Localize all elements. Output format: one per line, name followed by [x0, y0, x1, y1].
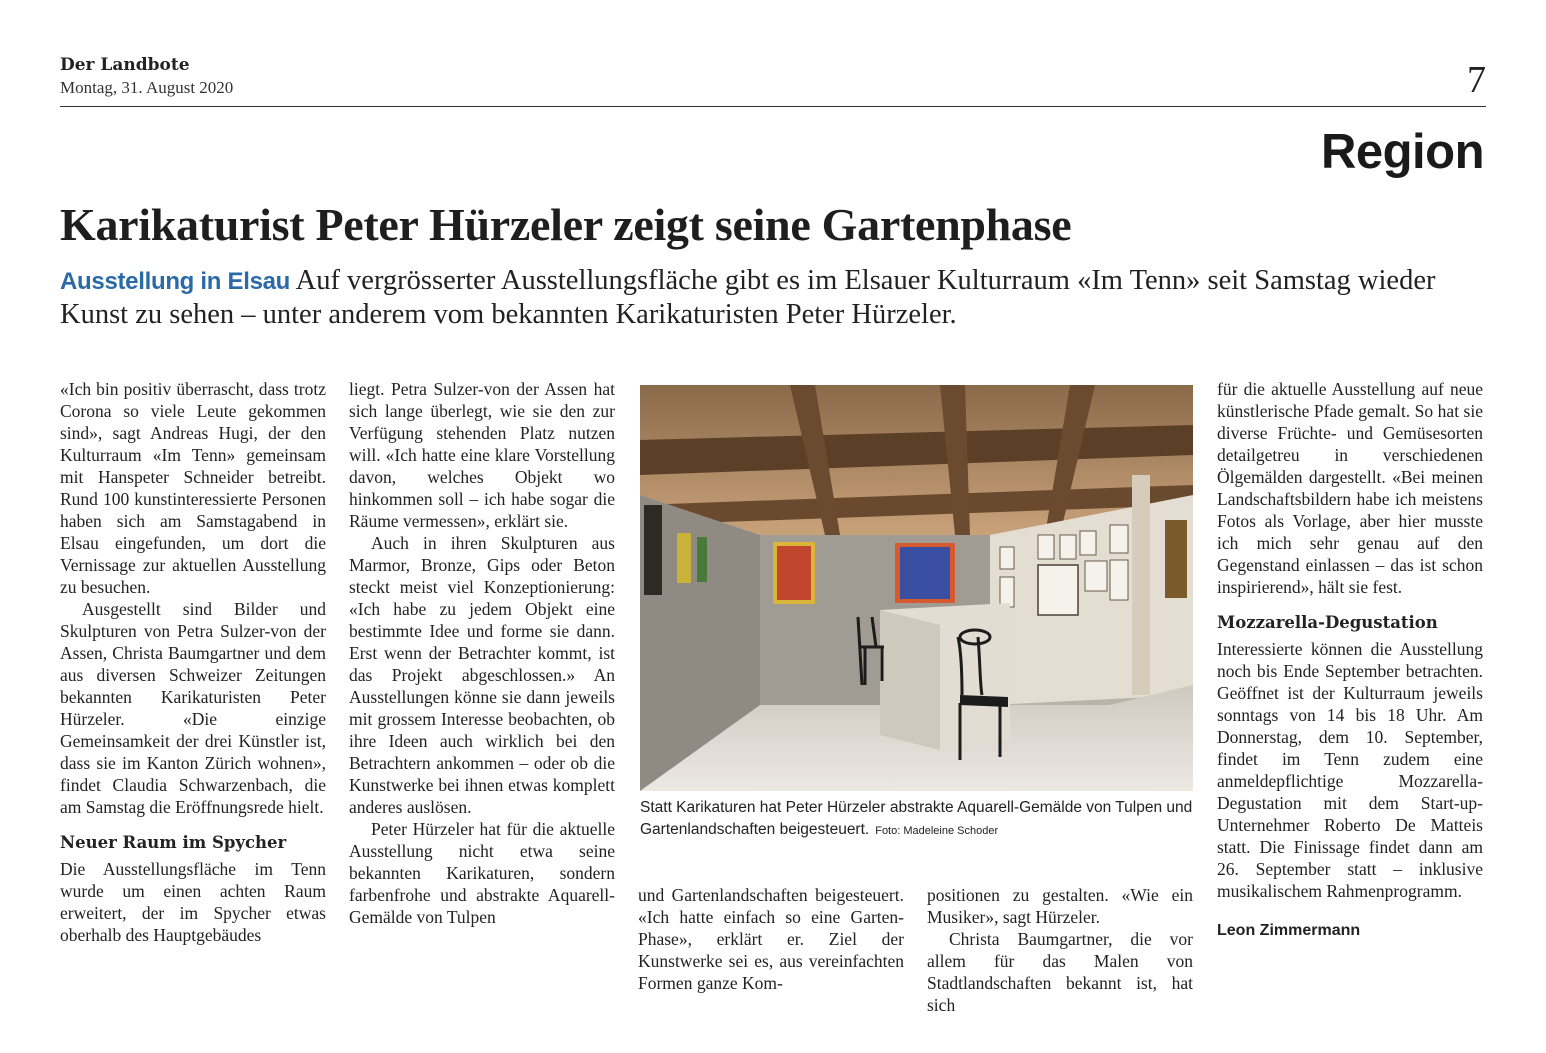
- paragraph: Christa Baumgartner, die vor allem für das Malen von Stadtlandschaften bekannt ist, hat sich: [927, 929, 1193, 1015]
- section-title: Region: [1320, 125, 1484, 179]
- column-3: [638, 884, 904, 994]
- column-4: [927, 884, 1193, 1016]
- paragraph: liegt. Petra Sulzer-von der Assen hat sich lange überlegt, wie sie den zur Verfügung stehenden Platz nutzen will. «Ich hatte eine klare Vorstellung davon, welches Objekt wo hinkommen soll – ich habe sogar die Räume vermessen», erklärt sie.: [349, 379, 615, 531]
- paragraph: Ausgestellt sind Bilder und Skulpturen von Petra Sulzer-von der Assen, Christa Baumgartner und dem aus diversen Schweizer Zeitungen bekannten Karikaturisten Peter Hürzeler. «Die einzige Gemeinsamkeit der drei Künstler ist, dass sie im Kanton Zürich wohnen», findet Claudia Schwarzenbach, die am Samstag die Eröffnungsrede hielt.: [60, 599, 326, 817]
- paragraph: und Gartenlandschaften beigesteuert. «Ich hatte einfach so eine Garten-Phase», erklärt er. Ziel der Kunstwerke sei es, aus vereinfachten Formen ganze Kom-: [638, 885, 904, 993]
- lead-paragraph: [60, 264, 1500, 331]
- column-5: [1217, 378, 1483, 942]
- paragraph: für die aktuelle Ausstellung auf neue künstlerische Pfade gemalt. So hat sie diverse Früchte- und Gemüsesorten detailgetreu in verschiedenen Ölgemälden dargestellt. «Bei meinen Landschaftsbildern habe ich meistens Fotos als Vorlage, aber hier musste ich mich sehr genau auf den Gegenstand einlassen – das ist schon inspirierend», hält sie fest.: [1217, 379, 1483, 597]
- photo-credit: Foto: Madeleine Schoder: [875, 825, 999, 837]
- author-byline: Leon Zimmermann: [1217, 922, 1361, 939]
- lead-text: Auf vergrösserter Ausstellungsfläche gibt es im Elsauer Kulturraum «Im Tenn» seit Samstag wieder Kunst zu sehen – unter anderem vom bekannten Karikaturisten Peter Hürzeler.: [60, 265, 1436, 330]
- photo-caption: [640, 797, 1200, 842]
- header-rule: [60, 106, 1486, 107]
- headline: Karikaturist Peter Hürzeler zeigt seine Gartenphase: [60, 199, 1072, 250]
- column-1: [60, 378, 326, 946]
- kicker: Ausstellung in Elsau: [60, 268, 291, 295]
- subheading: Mozzarella-Degustation: [1217, 613, 1438, 632]
- paragraph: Auch in ihren Skulpturen aus Marmor, Bronze, Gips oder Beton steckt meist viel Konzeptionierung: «Ich habe zu jedem Objekt eine bestimmte Idee und forme sie dann. Erst wenn der Betrachter kommt, ist das Projekt abgeschlossen.» An Ausstellungen könne sie dann jeweils mit grossem Interesse beobachten, ob ihre Ideen auch wirklich bei den Betrachtern ankommen – oder ob die Kunstwerke bei ihnen etwas komplett anderes auslösen.: [349, 533, 615, 817]
- paragraph: Die Ausstellungsfläche im Tenn wurde um einen achten Raum erweitert, der im Spycher etwas oberhalb des Hauptgebäudes: [60, 859, 326, 945]
- paragraph: «Ich bin positiv überrascht, dass trotz Corona so viele Leute gekommen sind», sagt Andreas Hugi, der den Kulturraum «Im Tenn» gemeinsam mit Hanspeter Schneider betreibt. Rund 100 kunstinteressierte Personen haben sich am Samstagabend in Elsau eingefunden, um dort die Vernissage zur aktuellen Ausstellung zu besuchen.: [60, 379, 326, 597]
- paragraph: Interessierte können die Ausstellung noch bis Ende September betrachten. Geöffnet ist der Kulturraum jeweils sonntags von 14 bis 18 Uhr. Am Donnerstag, dem 10. September, findet im Tenn zudem eine anmeldepflichtige Mozzarella-Degustation mit dem Start-up-Unternehmer Roberto De Matteis statt. Die Finissage findet dann am 26. September statt – inklusive musikalischem Rahmenprogramm.: [1217, 639, 1483, 901]
- caption-text: Statt Karikaturen hat Peter Hürzeler abstrakte Aquarell-Gemälde von Tulpen und Gartenlandschaften beigesteuert.: [640, 799, 1193, 838]
- subheading: Neuer Raum im Spycher: [60, 833, 287, 852]
- page-number: 7: [1467, 59, 1486, 101]
- newspaper-name: Der Landbote: [60, 55, 190, 75]
- exhibition-photo: [640, 385, 1193, 791]
- paragraph: Peter Hürzeler hat für die aktuelle Ausstellung nicht etwa seine bekannten Karikaturen, sondern farbenfrohe und abstrakte Aquarell-Gemälde von Tulpen: [349, 819, 615, 927]
- gallery-room-image: [640, 385, 1193, 791]
- column-2: [349, 378, 615, 928]
- paragraph: positionen zu gestalten. «Wie ein Musiker», sagt Hürzeler.: [927, 885, 1193, 927]
- issue-date: Montag, 31. August 2020: [60, 78, 234, 97]
